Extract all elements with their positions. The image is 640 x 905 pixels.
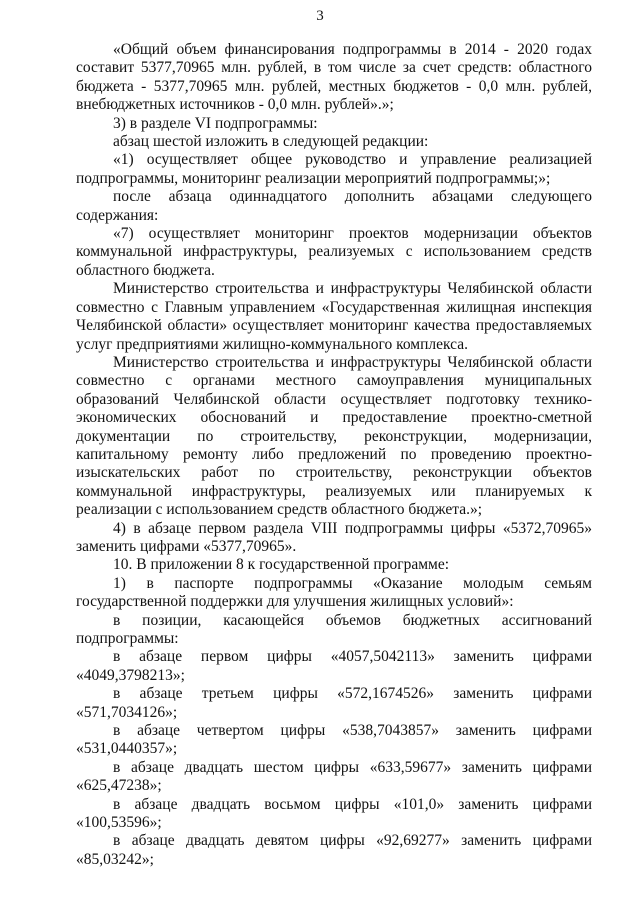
paragraph-section-vi: 3) в разделе VI подпрограммы:: [113, 114, 318, 132]
paragraph-item-1: «1) осуществляет общее руководство и управление реализацией подпрограммы, мониторинг реализации мероприятий подпрограммы;»;: [76, 151, 592, 187]
paragraph-budget-position: в позиции, касающейся объемов бюджетных ассигнований подпрограммы:: [76, 611, 592, 647]
page-number: 3: [316, 8, 324, 24]
paragraph-item-7: «7) осуществляет мониторинг проектов модернизации объектов коммунальной инфраструктуры, реализуемых с использованием средств областного бюджета.: [76, 225, 592, 279]
paragraph-sixth-abzac: абзац шестой изложить в следующей редакции:: [113, 133, 429, 151]
paragraph-passport: 1) в паспорте подпрограммы «Оказание молодым семьям государственной поддержки для улучшения жилищных условий»:: [76, 574, 592, 611]
paragraph-appendix-8: 10. В приложении 8 к государственной программе:: [113, 556, 450, 574]
paragraph-abzac-26: в абзаце двадцать шестом цифры «633,59677» заменить цифрами «625,47238»;: [76, 758, 592, 795]
paragraph-abzac-29: в абзаце двадцать девятом цифры «92,69277» заменить цифрами «85,03242»;: [76, 832, 592, 868]
paragraph-abzac-first: в абзаце первом цифры «4057,5042113» заменить цифрами «4049,3798213»;: [76, 648, 592, 684]
paragraph-ministry-monitoring: Министерство строительства и инфраструктуры Челябинской области совместно с Главным управлением «Государственная жилищная инспекция Челябинской области» осуществляет мониторинг качества предоставляемых услуг предприятиями жилищно-коммунального комплекса.: [76, 280, 592, 353]
paragraph-financing-volume: «Общий объем финансирования подпрограммы в 2014 - 2020 годах составит 5377,70965 млн. рублей, в том числе за счет средств: областного бюджета - 5377,70965 млн. рублей, местных бюджетов - 0,0 млн. рублей, внебюджетных источников - 0,0 млн. рублей».»;: [76, 41, 592, 114]
paragraph-ministry-preparation: Министерство строительства и инфраструктуры Челябинской области совместно с органами местного самоуправления муниципальных образований Челябинской области осуществляет подготовку технико-экономических обоснований и предоставление проектно-сметной документации по строительству, реконструкции, модернизации, капитальному ремонту либо предложений по проведению проектно-изыскательских работ по строительству, реконструкции объектов коммунальной инфраструктуры, реализуемых или планируемых к реализации с использованием средств областного бюджета.»;: [76, 353, 592, 519]
paragraph-section-viii: 4) в абзаце первом раздела VIII подпрограммы цифры «5372,70965» заменить цифрами «5377,70965».: [76, 519, 592, 555]
paragraph-abzac-fourth: в абзаце четвертом цифры «538,7043857» заменить цифрами «531,0440357»;: [76, 722, 592, 758]
paragraph-abzac-third: в абзаце третьем цифры «572,1674526» заменить цифрами «571,7034126»;: [76, 685, 592, 721]
paragraph-after-eleventh: после абзаца одиннадцатого дополнить абзацами следующего содержания:: [76, 188, 592, 224]
paragraph-abzac-28: в абзаце двадцать восьмом цифры «101,0» заменить цифрами «100,53596»;: [76, 795, 592, 832]
document-body: [76, 41, 592, 869]
